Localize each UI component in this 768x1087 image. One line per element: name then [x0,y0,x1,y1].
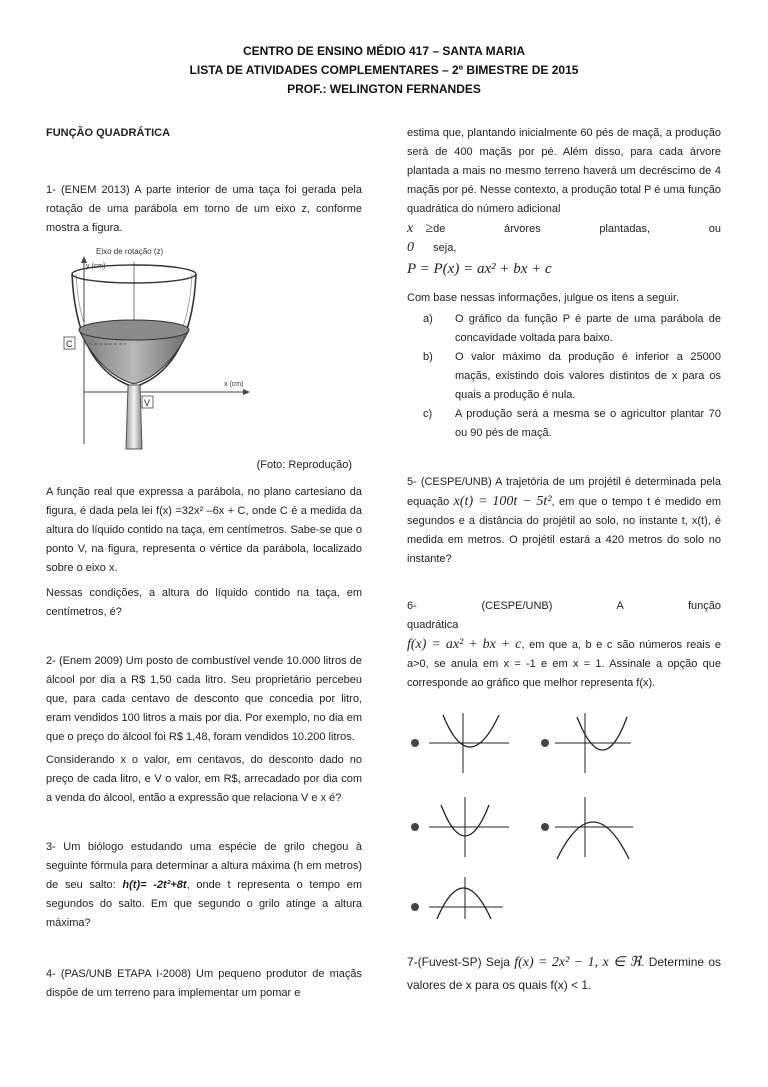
axis-y-label: y (cm) [86,263,106,270]
header-teacher: PROF.: WELINGTON FERNANDES [287,82,481,96]
graph-options [407,709,721,919]
question-2-text: 2- (Enem 2009) Um posto de combustível vende 10.000 litros de álcool por dia a R$ 1,50 cada litro. Seu proprietário percebeu que, para cada centavo de desconto que concedia por litro, eram vendidos 100 litros a mais por dia. Por exemplo, no dia em que o preço do álcool foi R$ 1,48, foram vendidos 10.200 litros. [46,655,362,743]
right-column [407,124,721,996]
axis-z-label: Eixo de rotação (z) [96,247,164,256]
option-e-marker [411,903,419,911]
question-1-body: A função real que expressa a parábola, no plano cartesiano da figura, é dada pela lei f(x) =32x² –6x + C, onde C é a medida da altura do líquido contido na taça, em centímetros. Sabe-se que o ponto V, na figura, representa o vértice da parábola, localizado sobre o eixo x. [46,486,362,574]
header-school: CENTRO DE ENSINO MÉDIO 417 – SANTA MARIA [242,44,526,58]
left-column [46,124,362,1003]
question-4-text: 4- (PAS/UNB ETAPA I-2008) Um pequeno produtor de maçãs dispõe de um terreno para implementar um pomar e [46,968,362,999]
option-c-marker [411,823,419,831]
page-header [0,42,768,99]
question-5-formula: x(t) = 100t − 5t² [453,494,552,509]
graph-a [429,713,509,773]
point-v-label: V [144,398,151,408]
graph-b [555,713,631,773]
axis-x-label: x (cm) [224,381,244,388]
list-item: a) O gráfico da função P é parte de uma parábola de concavidade voltada para baixo. [423,313,721,344]
section-title: FUNÇÃO QUADRÁTICA [46,127,171,139]
question-1-prompt: Nessas condições, a altura do líquido contido na taça, em centímetros, é? [46,587,362,618]
question-2-prompt: Considerando x o valor, em centavos, do desconto dado no preço de cada litro, e V o valor, em R$, arrecadado por dia com a venda do álcool, então a expressão que relaciona V e x é? [46,754,362,804]
header-list-title: LISTA DE ATIVIDADES COMPLEMENTARES – 2º BIMESTRE DE 2015 [189,63,579,77]
x-condition: x ≥ 0 [407,221,434,255]
graph-e [429,877,503,919]
question-6-text: 6- (CESPE/UNB) A função quadrática f(x) = ax² + bx + c, em que a, b e c são números reais e a>0, se anula em x = -1 e em x = 1. Assinale a opção que corresponde ao gráfico que melhor representa f(x). [407,600,722,689]
question-3-text: 3- Um biólogo estudando uma espécie de grilo chegou à seguinte fórmula para determinar a altura máxima (h em metros) de seu salto: h(t)= -2t²+8t, onde t representa o tempo em segundos do salto. Em que segundo o grilo atinge a altura máxima? [46,841,363,929]
question-4-continued: estima que, plantando inicialmente 60 pés de maçã, a produção será de 400 maçãs por pé. Além disso, para cada árvore plantada a mais no mesmo terreno haverá um decréscimo de 4 maçãs por pé. Nesse contexto, a produção total P é uma função quadrática do número adicional x ≥ 0 de árvores plantadas, ou seja, [407,127,721,255]
list-item: c) A produção será a mesma se o agricultor plantar 70 ou 90 pés de maçã. [423,408,721,439]
question-6-formula: f(x) = ax² + bx + c [407,637,522,652]
question-7-text: 7-(Fuvest-SP) Seja f(x) = 2x² − 1, x ∈ ℜ. Determine os valores de x para os quais f(x) < 1. [407,955,721,992]
graph-c [429,797,509,857]
graph-d [555,797,633,859]
question-4-prompt: Com base nessas informações, julgue os itens a seguir. [407,292,680,304]
list-item: b) O valor máximo da produção é inferior a 25000 maçãs, existindo dois valores distintos de x para os quais a produção é nula. [423,351,721,401]
photo-credit: (Foto: Reprodução) [256,459,352,471]
question-5-text: 5- (CESPE/UNB) A trajetória de um projétil é determinada pela equação x(t) = 100t − 5t², em que o tempo t é medido em segundos e a distância do projétil ao solo, no instante t, x(t), é medida em metros. O projétil estará a 420 metros do solo no instante? [407,476,721,565]
option-a-marker [411,739,419,747]
question-4-items [423,310,721,443]
answer-graphs [407,709,721,919]
goblet-figure [46,244,362,459]
option-d-marker [541,823,549,831]
question-1-text: 1- (ENEM 2013) A parte interior de uma taça foi gerada pela rotação de uma parábola em torno de um eixo z, conforme mostra a figura. [46,184,362,234]
option-b-marker [541,739,549,747]
point-c-label: C [66,339,73,349]
question-7-formula: f(x) = 2x² − 1, x ∈ ℜ [514,955,642,970]
goblet-stem [126,385,142,449]
question-4-formula: P = P(x) = ax² + bx + c [407,261,552,277]
question-3-formula: h(t)= -2t²+8t [122,879,187,891]
